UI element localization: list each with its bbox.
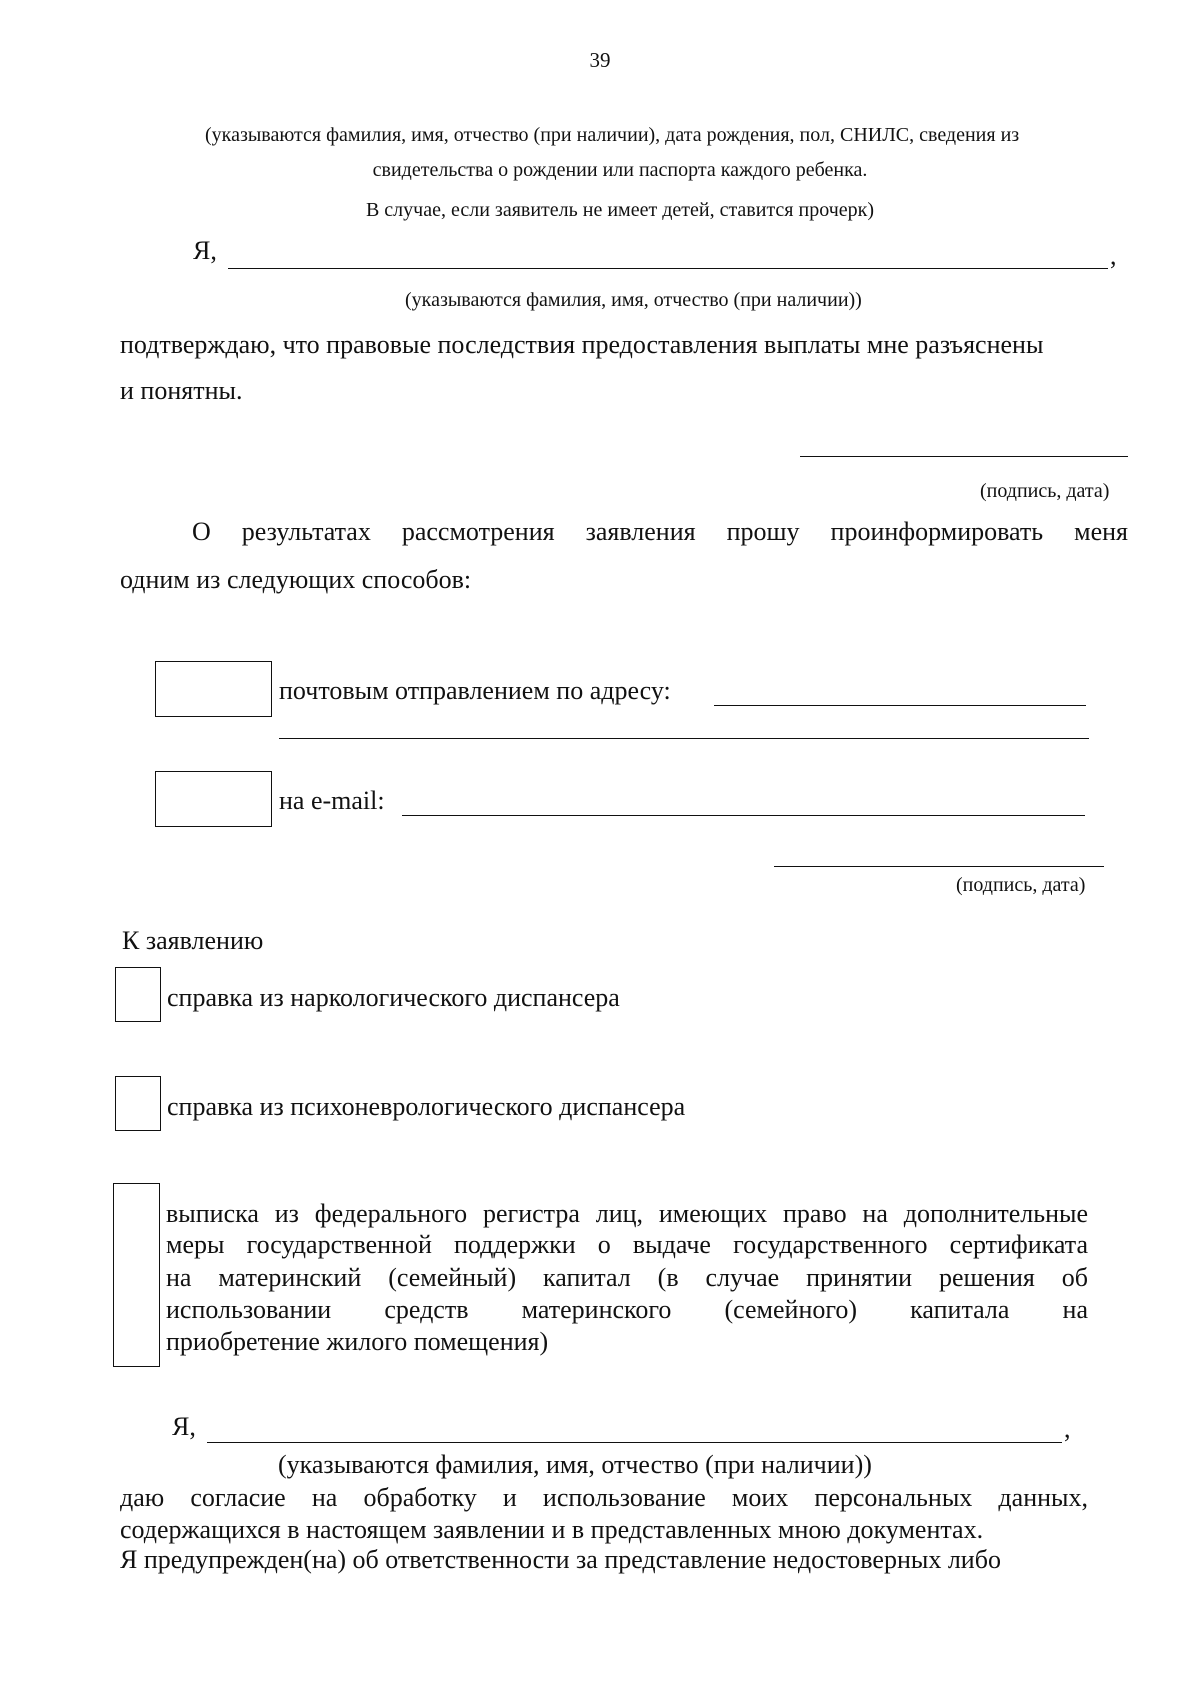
- attachment-psychoneurology-checkbox[interactable]: [115, 1076, 161, 1131]
- attachment-registry-line-3: на материнский (семейный) капитал (в случае принятии решения об: [166, 1263, 1088, 1292]
- children-note-line-2: свидетельства о рождении или паспорта каждого ребенка.: [372, 159, 868, 181]
- declaration2-line-1: даю согласие на обработку и использование моих персональных данных,: [120, 1483, 1088, 1512]
- declaration2-line-2: содержащихся в настоящем заявлении и в представленных мною документах.: [120, 1515, 984, 1544]
- email-option-checkbox[interactable]: [155, 771, 272, 827]
- email-option-label: на e-mail:: [279, 786, 385, 815]
- attachments-heading: К заявлению: [122, 926, 264, 955]
- declaration1-name-field[interactable]: [228, 268, 1108, 269]
- declaration2-line-3: Я предупрежден(на) об ответственности за представление недостоверных либо: [120, 1545, 1001, 1574]
- declaration1-prefix: Я,: [193, 236, 217, 265]
- notification-line-2: одним из следующих способов:: [120, 565, 472, 594]
- attachment-narcology-label: справка из наркологического диспансера: [167, 983, 620, 1012]
- declaration2-prefix: Я,: [172, 1412, 196, 1441]
- declaration1-text-line-1: подтверждаю, что правовые последствия предоставления выплаты мне разъяснены: [120, 330, 1044, 359]
- declaration1-signature-caption: (подпись, дата): [980, 480, 1110, 502]
- post-address-field-continued[interactable]: [279, 738, 1089, 739]
- attachment-registry-line-2: меры государственной поддержки о выдаче государственного сертификата: [166, 1230, 1088, 1259]
- attachment-registry-line-5: приобретение жилого помещения): [166, 1327, 549, 1356]
- attachment-registry-line-4: использовании средств материнского (семейного) капитала на: [166, 1295, 1088, 1324]
- notification-signature-line[interactable]: [774, 866, 1104, 867]
- page-number: 39: [589, 48, 611, 72]
- declaration2-suffix: ,: [1064, 1414, 1071, 1443]
- post-option-label: почтовым отправлением по адресу:: [279, 676, 671, 705]
- post-option-checkbox[interactable]: [155, 661, 272, 717]
- attachment-psychoneurology-label: справка из психоневрологического диспансера: [167, 1092, 686, 1121]
- attachment-registry-line-1: выписка из федерального регистра лиц, имеющих право на дополнительные: [166, 1199, 1088, 1228]
- children-note-line-1: (указываются фамилия, имя, отчество (при наличии), дата рождения, пол, СНИЛС, сведения из: [205, 124, 1020, 146]
- email-field[interactable]: [402, 815, 1085, 816]
- declaration2-caption: (указываются фамилия, имя, отчество (при наличии)): [278, 1450, 872, 1479]
- declaration1-signature-line[interactable]: [800, 456, 1128, 457]
- notification-line-1: О результатах рассмотрения заявления прошу проинформировать меня: [192, 517, 1128, 546]
- children-note-line-3: В случае, если заявитель не имеет детей, ставится прочерк): [365, 199, 875, 221]
- declaration1-caption: (указываются фамилия, имя, отчество (при наличии)): [405, 289, 862, 311]
- declaration2-name-field[interactable]: [207, 1442, 1062, 1443]
- declaration1-suffix: ,: [1110, 241, 1117, 270]
- declaration1-text-line-2: и понятны.: [120, 376, 243, 405]
- post-address-field[interactable]: [714, 705, 1086, 706]
- attachment-narcology-checkbox[interactable]: [115, 967, 161, 1022]
- notification-signature-caption: (подпись, дата): [956, 874, 1086, 896]
- attachment-registry-extract-checkbox[interactable]: [113, 1183, 160, 1367]
